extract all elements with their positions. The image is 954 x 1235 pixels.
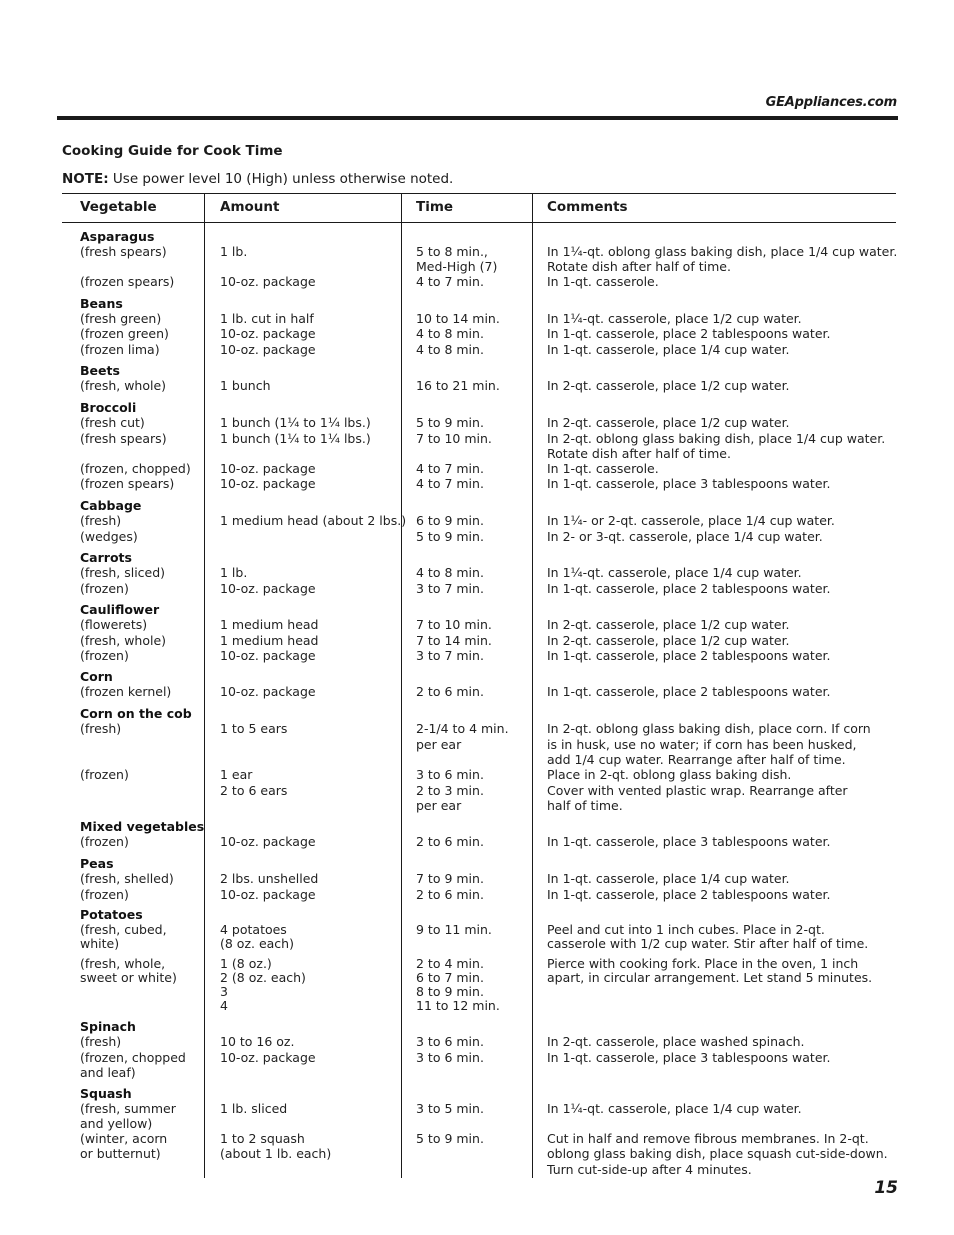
time-cell: 7 to 14 min. bbox=[416, 633, 492, 648]
time-cell: 2 to 4 min. bbox=[416, 956, 484, 971]
comment-cell: In 1-qt. casserole, place 3 tablespoons water. bbox=[547, 476, 831, 491]
time-cell: 2 to 3 min. bbox=[416, 783, 484, 798]
vegetable-cell: (fresh spears) bbox=[80, 244, 167, 259]
comment-cell: Cover with vented plastic wrap. Rearrange after bbox=[547, 783, 848, 798]
vegetable-name: Asparagus bbox=[80, 229, 155, 244]
table-header-rule bbox=[62, 222, 896, 223]
amount-cell: 10-oz. package bbox=[220, 461, 316, 476]
note-label: NOTE: bbox=[62, 171, 109, 187]
comment-cell: In 1-qt. casserole, place 3 tablespoons water. bbox=[547, 1050, 831, 1065]
time-cell: 5 to 9 min. bbox=[416, 529, 484, 544]
time-cell: 9 to 11 min. bbox=[416, 922, 492, 937]
vegetable-cell: white) bbox=[80, 936, 120, 951]
amount-cell: 1 medium head bbox=[220, 617, 319, 632]
comment-cell: In 2-qt. casserole, place washed spinach. bbox=[547, 1034, 805, 1049]
amount-cell: 2 lbs. unshelled bbox=[220, 871, 319, 886]
amount-cell: 1 to 5 ears bbox=[220, 721, 288, 736]
comment-cell: In 2-qt. oblong glass baking dish, place 1/4 cup water. bbox=[547, 431, 886, 446]
time-cell: 10 to 14 min. bbox=[416, 311, 500, 326]
time-cell: 2-1/4 to 4 min. bbox=[416, 721, 509, 736]
column-header-comments: Comments bbox=[547, 199, 628, 215]
amount-cell: 1 ear bbox=[220, 767, 253, 782]
vegetable-cell: (frozen, chopped bbox=[80, 1050, 186, 1065]
note bbox=[62, 171, 453, 187]
time-cell: 4 to 7 min. bbox=[416, 461, 484, 476]
table-top-rule bbox=[62, 193, 896, 194]
vegetable-cell: (fresh, whole) bbox=[80, 378, 167, 393]
amount-cell: 1 bunch (1¼ to 1¼ lbs.) bbox=[220, 431, 371, 446]
comment-cell: In 1-qt. casserole, place 3 tablespoons water. bbox=[547, 834, 831, 849]
time-cell: Med-High (7) bbox=[416, 259, 498, 274]
vegetable-cell: (fresh, shelled) bbox=[80, 871, 174, 886]
time-cell: 11 to 12 min. bbox=[416, 998, 500, 1013]
time-cell: 2 to 6 min. bbox=[416, 834, 484, 849]
amount-cell: 10-oz. package bbox=[220, 476, 316, 491]
amount-cell: 10-oz. package bbox=[220, 326, 316, 341]
amount-cell: 3 bbox=[220, 984, 228, 999]
time-cell: 3 to 7 min. bbox=[416, 581, 484, 596]
vegetable-cell: (frozen kernel) bbox=[80, 684, 172, 699]
column-divider-3 bbox=[532, 193, 533, 1178]
comment-cell: In 2- or 3-qt. casserole, place 1/4 cup water. bbox=[547, 529, 823, 544]
vegetable-cell: (frozen spears) bbox=[80, 476, 175, 491]
time-cell: 7 to 10 min. bbox=[416, 431, 492, 446]
amount-cell: (about 1 lb. each) bbox=[220, 1146, 332, 1161]
comment-cell: In 2-qt. casserole, place 1/2 cup water. bbox=[547, 617, 790, 632]
comment-cell: Pierce with cooking fork. Place in the oven, 1 inch bbox=[547, 956, 859, 971]
vegetable-cell: (fresh cut) bbox=[80, 415, 145, 430]
time-cell: 3 to 6 min. bbox=[416, 767, 484, 782]
comment-cell: In 1-qt. casserole, place 2 tablespoons water. bbox=[547, 648, 831, 663]
comment-cell: Place in 2-qt. oblong glass baking dish. bbox=[547, 767, 792, 782]
vegetable-name: Broccoli bbox=[80, 400, 137, 415]
time-cell: per ear bbox=[416, 737, 462, 752]
time-cell: 4 to 8 min. bbox=[416, 326, 484, 341]
vegetable-name: Squash bbox=[80, 1086, 132, 1101]
vegetable-cell: and yellow) bbox=[80, 1116, 153, 1131]
column-header-time: Time bbox=[416, 199, 454, 215]
amount-cell: 1 (8 oz.) bbox=[220, 956, 272, 971]
comment-cell: half of time. bbox=[547, 798, 623, 813]
vegetable-name: Beets bbox=[80, 363, 120, 378]
amount-cell: 2 (8 oz. each) bbox=[220, 970, 306, 985]
time-cell: 5 to 9 min. bbox=[416, 415, 484, 430]
vegetable-name: Potatoes bbox=[80, 907, 143, 922]
comment-cell: In 1-qt. casserole, place 2 tablespoons water. bbox=[547, 581, 831, 596]
comment-cell: In 1-qt. casserole. bbox=[547, 461, 659, 476]
vegetable-cell: and leaf) bbox=[80, 1065, 136, 1080]
page-number: 15 bbox=[874, 1178, 898, 1198]
column-divider-1 bbox=[204, 193, 205, 1178]
amount-cell: 1 lb. sliced bbox=[220, 1101, 288, 1116]
comment-cell: In 2-qt. casserole, place 1/2 cup water. bbox=[547, 633, 790, 648]
time-cell: 16 to 21 min. bbox=[416, 378, 500, 393]
time-cell: 8 to 9 min. bbox=[416, 984, 484, 999]
time-cell: 4 to 8 min. bbox=[416, 565, 484, 580]
time-cell: 3 to 6 min. bbox=[416, 1050, 484, 1065]
site-url: GEAppliances.com bbox=[765, 95, 897, 110]
amount-cell: 10-oz. package bbox=[220, 1050, 316, 1065]
vegetable-cell: (frozen) bbox=[80, 767, 129, 782]
comment-cell: In 1-qt. casserole, place 2 tablespoons water. bbox=[547, 887, 831, 902]
comment-cell: In 1¼-qt. casserole, place 1/4 cup water. bbox=[547, 1101, 802, 1116]
vegetable-cell: sweet or white) bbox=[80, 970, 177, 985]
vegetable-name: Cauliflower bbox=[80, 602, 160, 617]
page-title: Cooking Guide for Cook Time bbox=[62, 143, 283, 159]
vegetable-cell: (flowerets) bbox=[80, 617, 148, 632]
comment-cell: Turn cut-side-up after 4 minutes. bbox=[547, 1162, 752, 1177]
amount-cell: 4 potatoes bbox=[220, 922, 287, 937]
time-cell: 6 to 9 min. bbox=[416, 513, 484, 528]
vegetable-name: Corn on the cob bbox=[80, 706, 192, 721]
header-rule bbox=[57, 116, 898, 120]
amount-cell: 1 medium head (about 2 lbs.) bbox=[220, 513, 407, 528]
time-cell: 4 to 7 min. bbox=[416, 476, 484, 491]
column-divider-2 bbox=[401, 193, 402, 1178]
vegetable-cell: (fresh, whole, bbox=[80, 956, 166, 971]
vegetable-cell: (fresh green) bbox=[80, 311, 162, 326]
time-cell: 2 to 6 min. bbox=[416, 684, 484, 699]
amount-cell: 4 bbox=[220, 998, 228, 1013]
vegetable-cell: (fresh, cubed, bbox=[80, 922, 167, 937]
vegetable-cell: (frozen) bbox=[80, 834, 129, 849]
comment-cell: In 1¼-qt. oblong glass baking dish, place 1/4 cup water. bbox=[547, 244, 898, 259]
amount-cell: 1 lb. cut in half bbox=[220, 311, 314, 326]
vegetable-cell: (fresh) bbox=[80, 721, 122, 736]
time-cell: 7 to 10 min. bbox=[416, 617, 492, 632]
amount-cell: 1 bunch (1¼ to 1¼ lbs.) bbox=[220, 415, 371, 430]
amount-cell: 10-oz. package bbox=[220, 684, 316, 699]
time-cell: 3 to 7 min. bbox=[416, 648, 484, 663]
comment-cell: add 1/4 cup water. Rearrange after half of time. bbox=[547, 752, 846, 767]
comment-cell: In 1-qt. casserole, place 2 tablespoons water. bbox=[547, 326, 831, 341]
vegetable-cell: (frozen, chopped) bbox=[80, 461, 191, 476]
vegetable-name: Corn bbox=[80, 669, 113, 684]
comment-cell: Rotate dish after half of time. bbox=[547, 259, 731, 274]
time-cell: per ear bbox=[416, 798, 462, 813]
time-cell: 3 to 6 min. bbox=[416, 1034, 484, 1049]
comment-cell: In 1¼-qt. casserole, place 1/4 cup water. bbox=[547, 565, 802, 580]
comment-cell: Rotate dish after half of time. bbox=[547, 446, 731, 461]
vegetable-name: Mixed vegetables bbox=[80, 819, 205, 834]
amount-cell: 1 bunch bbox=[220, 378, 271, 393]
vegetable-cell: (fresh, summer bbox=[80, 1101, 176, 1116]
comment-cell: In 2-qt. oblong glass baking dish, place corn. If corn bbox=[547, 721, 871, 736]
comment-cell: casserole with 1/2 cup water. Stir after half of time. bbox=[547, 936, 869, 951]
comment-cell: In 1-qt. casserole. bbox=[547, 274, 659, 289]
vegetable-name: Peas bbox=[80, 856, 114, 871]
vegetable-cell: (frozen lima) bbox=[80, 342, 160, 357]
time-cell: 2 to 6 min. bbox=[416, 887, 484, 902]
amount-cell: 1 to 2 squash bbox=[220, 1131, 305, 1146]
comment-cell: In 1-qt. casserole, place 2 tablespoons water. bbox=[547, 684, 831, 699]
amount-cell: 10-oz. package bbox=[220, 274, 316, 289]
time-cell: 4 to 7 min. bbox=[416, 274, 484, 289]
vegetable-cell: (frozen) bbox=[80, 648, 129, 663]
vegetable-cell: (fresh) bbox=[80, 1034, 122, 1049]
vegetable-name: Cabbage bbox=[80, 498, 142, 513]
vegetable-name: Spinach bbox=[80, 1019, 136, 1034]
amount-cell: 1 lb. bbox=[220, 244, 248, 259]
vegetable-cell: (wedges) bbox=[80, 529, 138, 544]
comment-cell: apart, in circular arrangement. Let stand 5 minutes. bbox=[547, 970, 873, 985]
amount-cell: 10-oz. package bbox=[220, 581, 316, 596]
comment-cell: oblong glass baking dish, place squash cut-side-down. bbox=[547, 1146, 888, 1161]
comment-cell: In 1-qt. casserole, place 1/4 cup water. bbox=[547, 342, 790, 357]
time-cell: 6 to 7 min. bbox=[416, 970, 484, 985]
amount-cell: (8 oz. each) bbox=[220, 936, 294, 951]
amount-cell: 10 to 16 oz. bbox=[220, 1034, 295, 1049]
vegetable-cell: (winter, acorn bbox=[80, 1131, 168, 1146]
column-header-amount: Amount bbox=[220, 199, 280, 215]
vegetable-cell: (fresh, whole) bbox=[80, 633, 167, 648]
time-cell: 5 to 8 min., bbox=[416, 244, 488, 259]
comment-cell: Cut in half and remove fibrous membranes. In 2-qt. bbox=[547, 1131, 869, 1146]
time-cell: 7 to 9 min. bbox=[416, 871, 484, 886]
time-cell: 3 to 5 min. bbox=[416, 1101, 484, 1116]
comment-cell: In 1-qt. casserole, place 1/4 cup water. bbox=[547, 871, 790, 886]
vegetable-name: Carrots bbox=[80, 550, 132, 565]
amount-cell: 10-oz. package bbox=[220, 834, 316, 849]
comment-cell: In 1¼- or 2-qt. casserole, place 1/4 cup water. bbox=[547, 513, 835, 528]
time-cell: 4 to 8 min. bbox=[416, 342, 484, 357]
note-text: Use power level 10 (High) unless otherwise noted. bbox=[112, 171, 454, 187]
vegetable-cell: (frozen spears) bbox=[80, 274, 175, 289]
comment-cell: In 2-qt. casserole, place 1/2 cup water. bbox=[547, 378, 790, 393]
vegetable-cell: (fresh, sliced) bbox=[80, 565, 166, 580]
comment-cell: In 1¼-qt. casserole, place 1/2 cup water. bbox=[547, 311, 802, 326]
vegetable-name: Beans bbox=[80, 296, 123, 311]
vegetable-cell: (frozen) bbox=[80, 581, 129, 596]
amount-cell: 10-oz. package bbox=[220, 342, 316, 357]
time-cell: 5 to 9 min. bbox=[416, 1131, 484, 1146]
amount-cell: 1 medium head bbox=[220, 633, 319, 648]
column-header-vegetable: Vegetable bbox=[80, 199, 157, 215]
comment-cell: In 2-qt. casserole, place 1/2 cup water. bbox=[547, 415, 790, 430]
vegetable-cell: (frozen green) bbox=[80, 326, 169, 341]
amount-cell: 1 lb. bbox=[220, 565, 248, 580]
amount-cell: 10-oz. package bbox=[220, 648, 316, 663]
vegetable-cell: (frozen) bbox=[80, 887, 129, 902]
comment-cell: is in husk, use no water; if corn has been husked, bbox=[547, 737, 857, 752]
comment-cell: Peel and cut into 1 inch cubes. Place in 2-qt. bbox=[547, 922, 825, 937]
amount-cell: 2 to 6 ears bbox=[220, 783, 288, 798]
amount-cell: 10-oz. package bbox=[220, 887, 316, 902]
vegetable-cell: (fresh) bbox=[80, 513, 122, 528]
vegetable-cell: or butternut) bbox=[80, 1146, 161, 1161]
vegetable-cell: (fresh spears) bbox=[80, 431, 167, 446]
